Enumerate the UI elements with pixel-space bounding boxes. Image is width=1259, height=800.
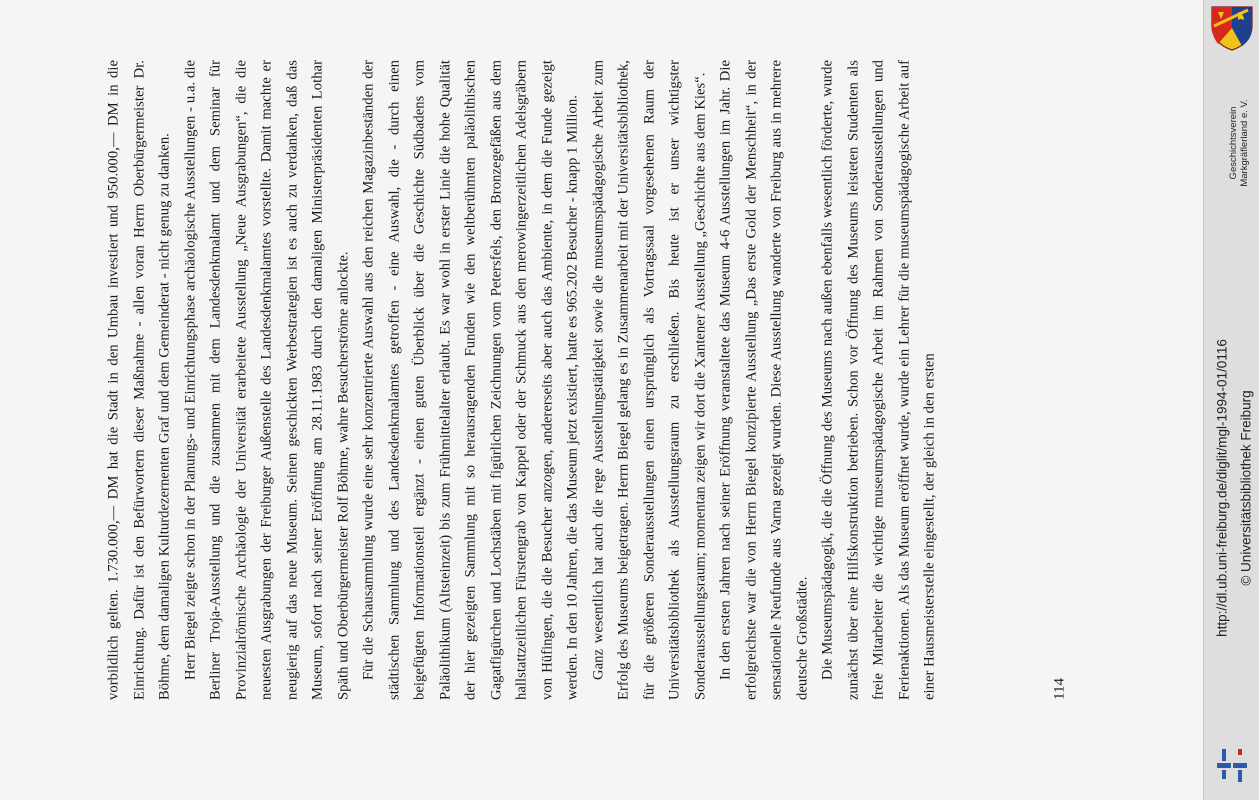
page-number: 114 [1051,678,1068,700]
society-line-1: Geschichtsverein [1228,106,1239,180]
society-line-2: Markgräflerland e. V. [1239,99,1250,187]
society-name [1224,78,1254,208]
viewer-side-strip [1203,0,1259,800]
paragraph-6: Die Museumspädagogik, die die Öffnung des Museums nach außen ebenfalls wesentlich förderte, wurde zunächst über eine Hilfskonstruktion betrieben. Schon vor Öffnung des Museums leisteten Studenten als freie Mitarbeiter die wichtige museumspädagogische Arbeit im Rahmen von Sonderausstellungen und Ferienaktionen. Als das Museum eröffnet wurde, wurde ein Lehrer für die museumspädagogische Arbeit auf einer Hausmeisterstelle eingestellt, der gleich in den ersten [819,60,938,700]
paragraph-5: In den ersten Jahren nach seiner Eröffnung veranstaltete das Museum 4-6 Ausstellungen im Jahr. Die erfolgreichste war die von Herrn Biegel konzipierte Ausstellung „Das erste Gold der Menschheit“, in der sensationelle Neufunde aus Varna gezeigt wurden. Diese Ausstellung wanderte von Freiburg aus in mehrere deutsche Großstädte. [717,60,810,700]
paragraph-2: Herr Biegel zeigte schon in der Planungs- und Einrichtungsphase archäologische Ausstellungen - u.a. die Berliner Troja-Ausstellung und die zusammen mit dem Landesdenkmalamt und dem Seminar für Provinzialrömische Archäologie der Universität erarbeitete Ausstellung „Neue Ausgrabungen“, die die neuesten Ausgrabungen der Freiburger Außenstelle des Landesdenkmalamtes vorstellte. Damit machte er neugierig auf das neue Museum. Seinen geschickten Werbestrategien ist es auch zu verdanken, daß das Museum, sofort nach seiner Eröffnung am 28.11.1983 durch den damaligen Ministerpräsidenten Lothar Späth und Oberbürgermeister Rolf Böhme, wahre Besucherströme anlockte. [182,60,351,700]
paragraph-3: Für die Schausammlung wurde eine sehr konzentrierte Auswahl aus den reichen Magazinbeständen der städtischen Sammlung und des Landesdenkmalamtes getroffen - eine Auswahl, die - durch einen beigefügten Informationsteil ergänzt - einen guten Überblick über die Geschichte Südbadens vom Paläolithikum (Altsteinzeit) bis zum Frühmittelalter erlaubt. Es war wohl in erster Linie die hohe Qualität der hier gezeigten Sammlung mit so herausragenden Funden wie den weltberühmten paläolithischen Gagatfigürchen und Lochstäben mit figürlichen Zeichnungen vom Petersfels, den Bronzegefäßen aus dem hallstattzeitlichen Fürstengrab von Kappel oder der Schmuck aus den merowingerzeitlichen Adelsgräbern von Hüfingen, die die Besucher anzogen, andererseits aber auch das Ambiente, in dem die Funde gezeigt werden. In den 10 Jahren, die das Museum jetzt existiert, hatte es 965.202 Besucher - knapp 1 Million. [360,60,581,700]
body-text [102,60,944,700]
paragraph-4: Ganz wesentlich hat auch die rege Ausstellungstätigkeit sowie die museumspädagogische Arbeit zum Erfolg des Museums beigetragen. Herrn Biegel gelang es in Zusammenarbeit mit der Universitätsbibliothek, für die größeren Sonderausstellungen einen ursprünglich als Vortragssaal vorgesehenen Raum der Universitätsbibliothek als Ausstellungsraum zu erschließen. Bis heute ist er unser wichtigster Sonderausstellungsraum; momentan zeigen wir dort die Xantener Ausstellung „Geschichte aus dem Kies“. [590,60,708,700]
url-text[interactable]: http://dl.ub.uni-freiburg.de/diglit/mgl-1994-01/0116 [1214,339,1230,637]
copyright-notice [1236,238,1256,738]
permalink-url[interactable] [1214,238,1238,738]
paragraph-1: vorbildlich gelten. 1.730.000,— DM hat die Stadt in den Umbau investiert und 950.000,— DM in die Einrichtung. Dafür ist den Befürwortern dieser Maßnahme - allen voran Herrn Oberbürgermeister Dr. Böhme, dem damaligen Kulturdezernenten Graf und dem Gemeinderat - nicht genug zu danken. [105,60,173,700]
coat-of-arms-icon [1208,4,1256,52]
copyright-text: © Universitätsbibliothek Freiburg [1238,390,1254,586]
library-logo-icon [1214,745,1250,785]
